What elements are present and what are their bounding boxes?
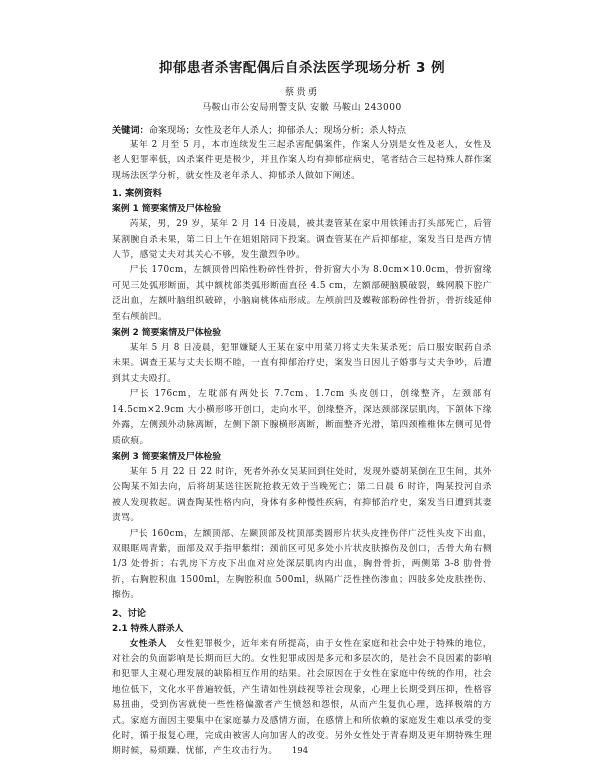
author-name: 蔡贵勇	[284, 87, 320, 98]
case-2-summary: 某年 5 月 8 日凌晨，犯罪嫌疑人王某在家中用菜刀将丈夫朱某杀死；后口服安眠药自杀未果。调查王某与丈夫长期不睦，一直有抑郁治疗史，案发当日因儿子婚事与丈夫争吵，后遭到其丈夫殴打。	[112, 343, 492, 384]
case-2-autopsy: 尸长 176cm，左耽部有两处长 7.7cm、1.7cm 头皮创口，创缘整齐，左颈部有 14.5cm×2.9cm 大小横形哆开创口，走向水平，创缘整齐，深达颈部深层肌肉，下颌体下缘外露，左侧颈外动脉离断，左侧下颌下腺横形离断，断面整齐光滑，第四颈椎椎体左侧可见骨质砍痕。	[112, 389, 492, 446]
case-1-summary: 芮某，男，29 岁，某年 2 月 14 日凌晨，被其妻管某在家中用铁锤击打头部死亡，后管某割腕自杀未果，第二日上午在姐姐陪同下投案。调查管某在产后抑郁症，案发当日是西方情人节，感觉丈夫对其关心不够，发生激烈争吵。	[112, 219, 492, 261]
case-3-heading: 案例 3 简要案情及尸体检验	[112, 451, 222, 462]
intro-paragraph: 某年 2 月至 5 月，本市连续发生三起杀害配偶案件，作案人分别是女性及老人，女性及老人犯罪率低，凶杀案件更是极少，并且作案人均有抑郁症病史，笔者结合三起特殊人群作案现场法医学分析，就女性及老年杀人、抑郁杀人做如下阐述。	[112, 140, 492, 181]
subsection-heading-special-groups: 2.1 特殊人群杀人	[112, 623, 184, 634]
keywords-label: 关键词：	[112, 125, 149, 136]
discussion-lead: 女性杀人	[129, 638, 167, 649]
discussion-paragraph	[112, 637, 492, 760]
paper-title: 抑郁患者杀害配偶后自杀法医学现场分析 3 例	[158, 60, 446, 76]
keywords	[112, 123, 492, 138]
section-heading-discussion: 2、讨论	[112, 607, 146, 619]
case-3-autopsy: 尸长 160cm，左额顶部、左颞顶部及枕顶部类圆形片状头皮挫伤伴广泛性头皮下出血，双眼眶周青紫，面部及双手指甲紫绀；颈前区可见多处小片状皮肤擦伤及创口，舌骨大角右侧 1/3 处骨折；右乳房下方皮下出血对应处深层肌肉内出血，胸骨骨折，两侧第 3-8 肋骨骨折，右胸腔积血 1500ml，左胸腔积血 500ml，纵隔广泛性挫伤渗血；四肢多处皮肤挫伤、擦伤。	[112, 528, 492, 601]
case-3-summary: 某年 5 月 22 日 22 时许，死者外孙女吴某回到住处时，发现外婆胡某倒在卫生间，其外公陶某不知去向，后将胡某送往医院抢救无效于当晚死亡；第二日晨 6 时许，陶某投河自杀被人发现救起。调查陶某性格内向，身体有多种慢性疾病，有抑郁治疗史，案发当日遭到其妻责骂。	[112, 466, 492, 524]
discussion-text: 女性犯罪极少，近年来有所提高，由于女性在家庭和社会中处于特殊的地位，对社会的负面影响是长期而巨大的。女性犯罪成因是多元和多层次的，是社会不良因素的影响和犯罪人主观心理发展的缺陷相互作用的结果。社会原因在于女性在家庭中传统的作用，社会地位低下，文化水平普遍较低，产生请如性别歧视等社会现象，心理上长期受到压抑，性格容易扭曲，受到伤害就使一些性格偏激者产生愤怒和怨恨，从而产生复仇心理，选择极端的方式。家庭方面因主要集中在家庭暴力及感情方面，在感情上和所依赖的家庭发生难以承受的变化时，循于报复心理，完成由被害人向加害人的改变。另外女性处于青春期及更年期特殊生理期时候，易烦躁、忧郁，产生攻击行为。	[112, 638, 492, 757]
author-affiliation: 马鞍山市公安局刑警支队 安徽 马鞍山 243000	[202, 103, 402, 113]
case-1-autopsy: 尸长 170cm，左额顶骨凹陷性粉碎性骨折，骨折窗大小为 8.0cm×10.0cm，骨折窗缘可见三处弧形断面，其中额枕部类弧形断面直径 4.5 cm，左额部硬脑膜破裂，蛛网膜下腔广泛出血，左额叶脑组织破碎，小脑扁桃体疝形成。左颅前凹及蝶鞍部粉碎性骨折，骨折线延伸至右颅前凹。	[112, 265, 492, 322]
case-1-heading: 案例 1 简要案情及尸体检验	[112, 204, 222, 215]
page-number: 194	[291, 746, 309, 756]
section-heading-cases: 1. 案例资料	[112, 188, 162, 200]
keywords-text: 命案现场；女性及老年人杀人；抑郁杀人；现场分析；杀人特点	[148, 125, 406, 136]
case-2-heading: 案例 2 简要案情及尸体检验	[112, 328, 222, 339]
